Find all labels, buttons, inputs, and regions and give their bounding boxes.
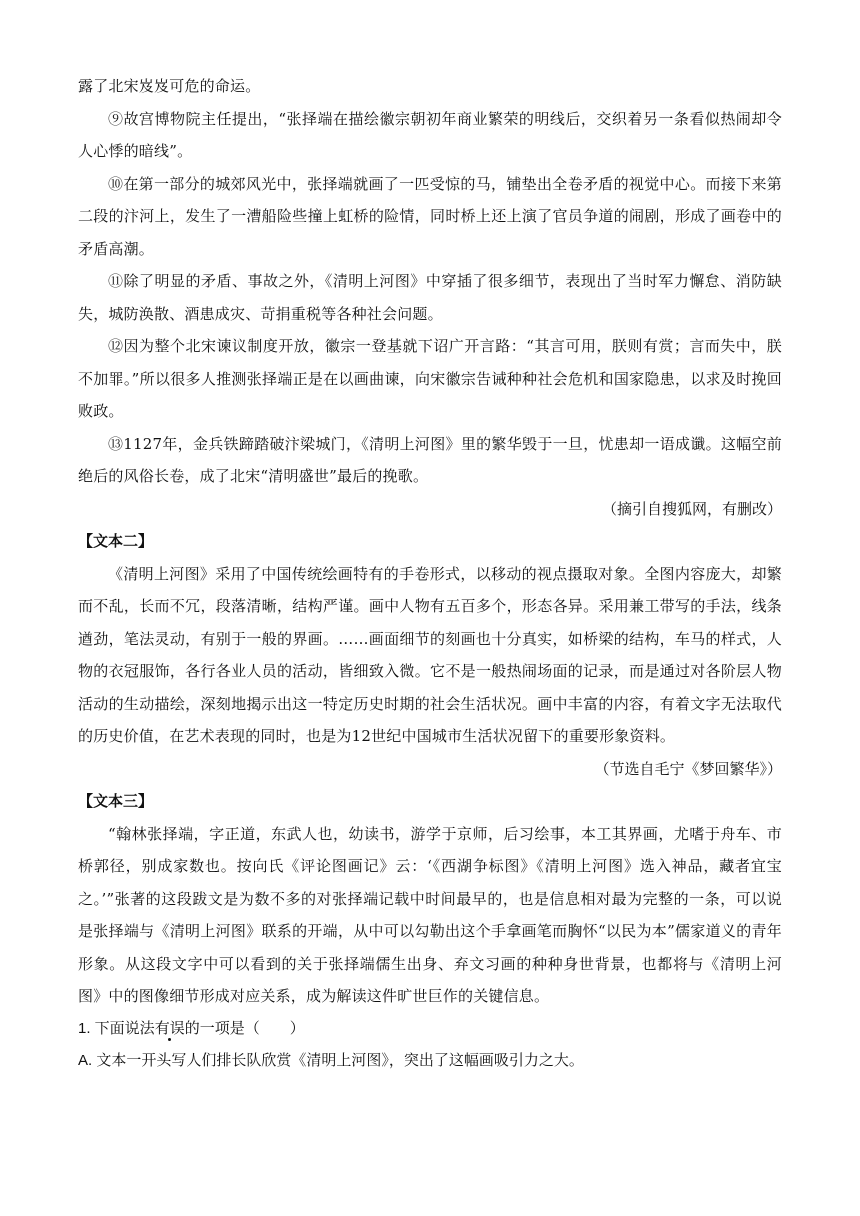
source-note-1: （摘引自搜狐网，有删改） [601, 499, 782, 518]
paragraph-11: ⑪除了明显的矛盾、事故之外，《清明上河图》中穿插了很多细节，表现出了当时军力懈怠、消防缺失，城防涣散、酒患成灾、苛捐重税等各种社会问题。 [78, 272, 782, 323]
paragraph-12: ⑫因为整个北宋谏议制度开放，徽宗一登基就下诏广开言路：“其言可用，朕则有赏；言而失中，朕不加罪。”所以很多人推测张择端正是在以画曲谏，向宋徽宗告诫种种社会危机和国家隐患，以求及时挽回败政。 [78, 337, 782, 420]
document-page [78, 70, 782, 1078]
text-3-body: “翰林张择端，字正道，东武人也，幼读书，游学于京师，后习绘事，本工其界画，尤嗜于舟车、市桥郭径，别成家数也。按向氏《评论图画记》云：‘《西湖争标图》《清明上河图》选入神品，藏者宜宝之。’”张著的这段跋文是为数不多的对张择端记载中时间最早的，也是信息相对最为完整的一条，可以说是张择端与《清明上河图》联系的开端，从中可以勾勒出这个手拿画笔而胸怀“以民为本”儒家道义的青年形象。从这段文字中可以看到的关于张择端儒生出身、弃文习画的种种身世背景，也都将与《清明上河图》中的图像细节形成对应关系，成为解读这件旷世巨作的关键信息。 [78, 824, 782, 1005]
option-a: A. 文本一开头写人们排长队欣赏《清明上河图》，突出了这幅画吸引力之大。 [78, 1052, 584, 1069]
section-header-text-2: 【文本二】 [78, 532, 154, 550]
source-note-2: （节选自毛宁《梦回繁华》） [594, 759, 782, 778]
paragraph-13: ⑬1127年，金兵铁蹄踏破汴梁城门，《清明上河图》里的繁华毁于一旦，忧患却一语成谶。这幅空前绝后的风俗长卷，成了北宋“清明盛世”最后的挽歌。 [78, 434, 782, 485]
section-header-text-3: 【文本三】 [78, 792, 154, 810]
question-1-lead: 1. 下面说法 [78, 1019, 155, 1037]
paragraph-9: ⑨故宫博物院主任提出，“张择端在描绘徽宗朝初年商业繁荣的明线后，交织着另一条看似热闹却令人心悸的暗线”。 [78, 109, 782, 160]
question-1-emphasis: 有误 [154, 1019, 185, 1037]
paragraph-continuation: 露了北宋岌岌可危的命运。 [78, 77, 261, 95]
question-1 [78, 1013, 782, 1046]
question-1-tail: 的一项是（ ） [184, 1019, 305, 1037]
paragraph-10: ⑩在第一部分的城郊风光中，张择端就画了一匹受惊的马，铺垫出全卷矛盾的视觉中心。而接下来第二段的汴河上，发生了一漕船险些撞上虹桥的险情，同时桥上还上演了官员争道的闹剧，形成了画卷中的矛盾高潮。 [78, 174, 782, 258]
text-2-body: 《清明上河图》采用了中国传统绘画特有的手卷形式，以移动的视点摄取对象。全图内容庞大，却繁而不乱，长而不冗，段落清晰，结构严谨。画中人物有五百多个，形态各异。采用兼工带写的手法，线条遒劲，笔法灵动，有别于一般的界画。……画面细节的刻画也十分真实，如桥梁的结构，车马的样式，人物的衣冠服饰，各行各业人员的活动，皆细致入微。它不是一般热闹场面的记录，而是通过对各阶层人物活动的生动描绘，深刻地揭示出这一特定历史时期的社会生活状况。画中丰富的内容，有着文字无法取代的历史价值，在艺术表现的同时，也是为12世纪中国城市生活状况留下的重要形象资料。 [78, 564, 782, 745]
